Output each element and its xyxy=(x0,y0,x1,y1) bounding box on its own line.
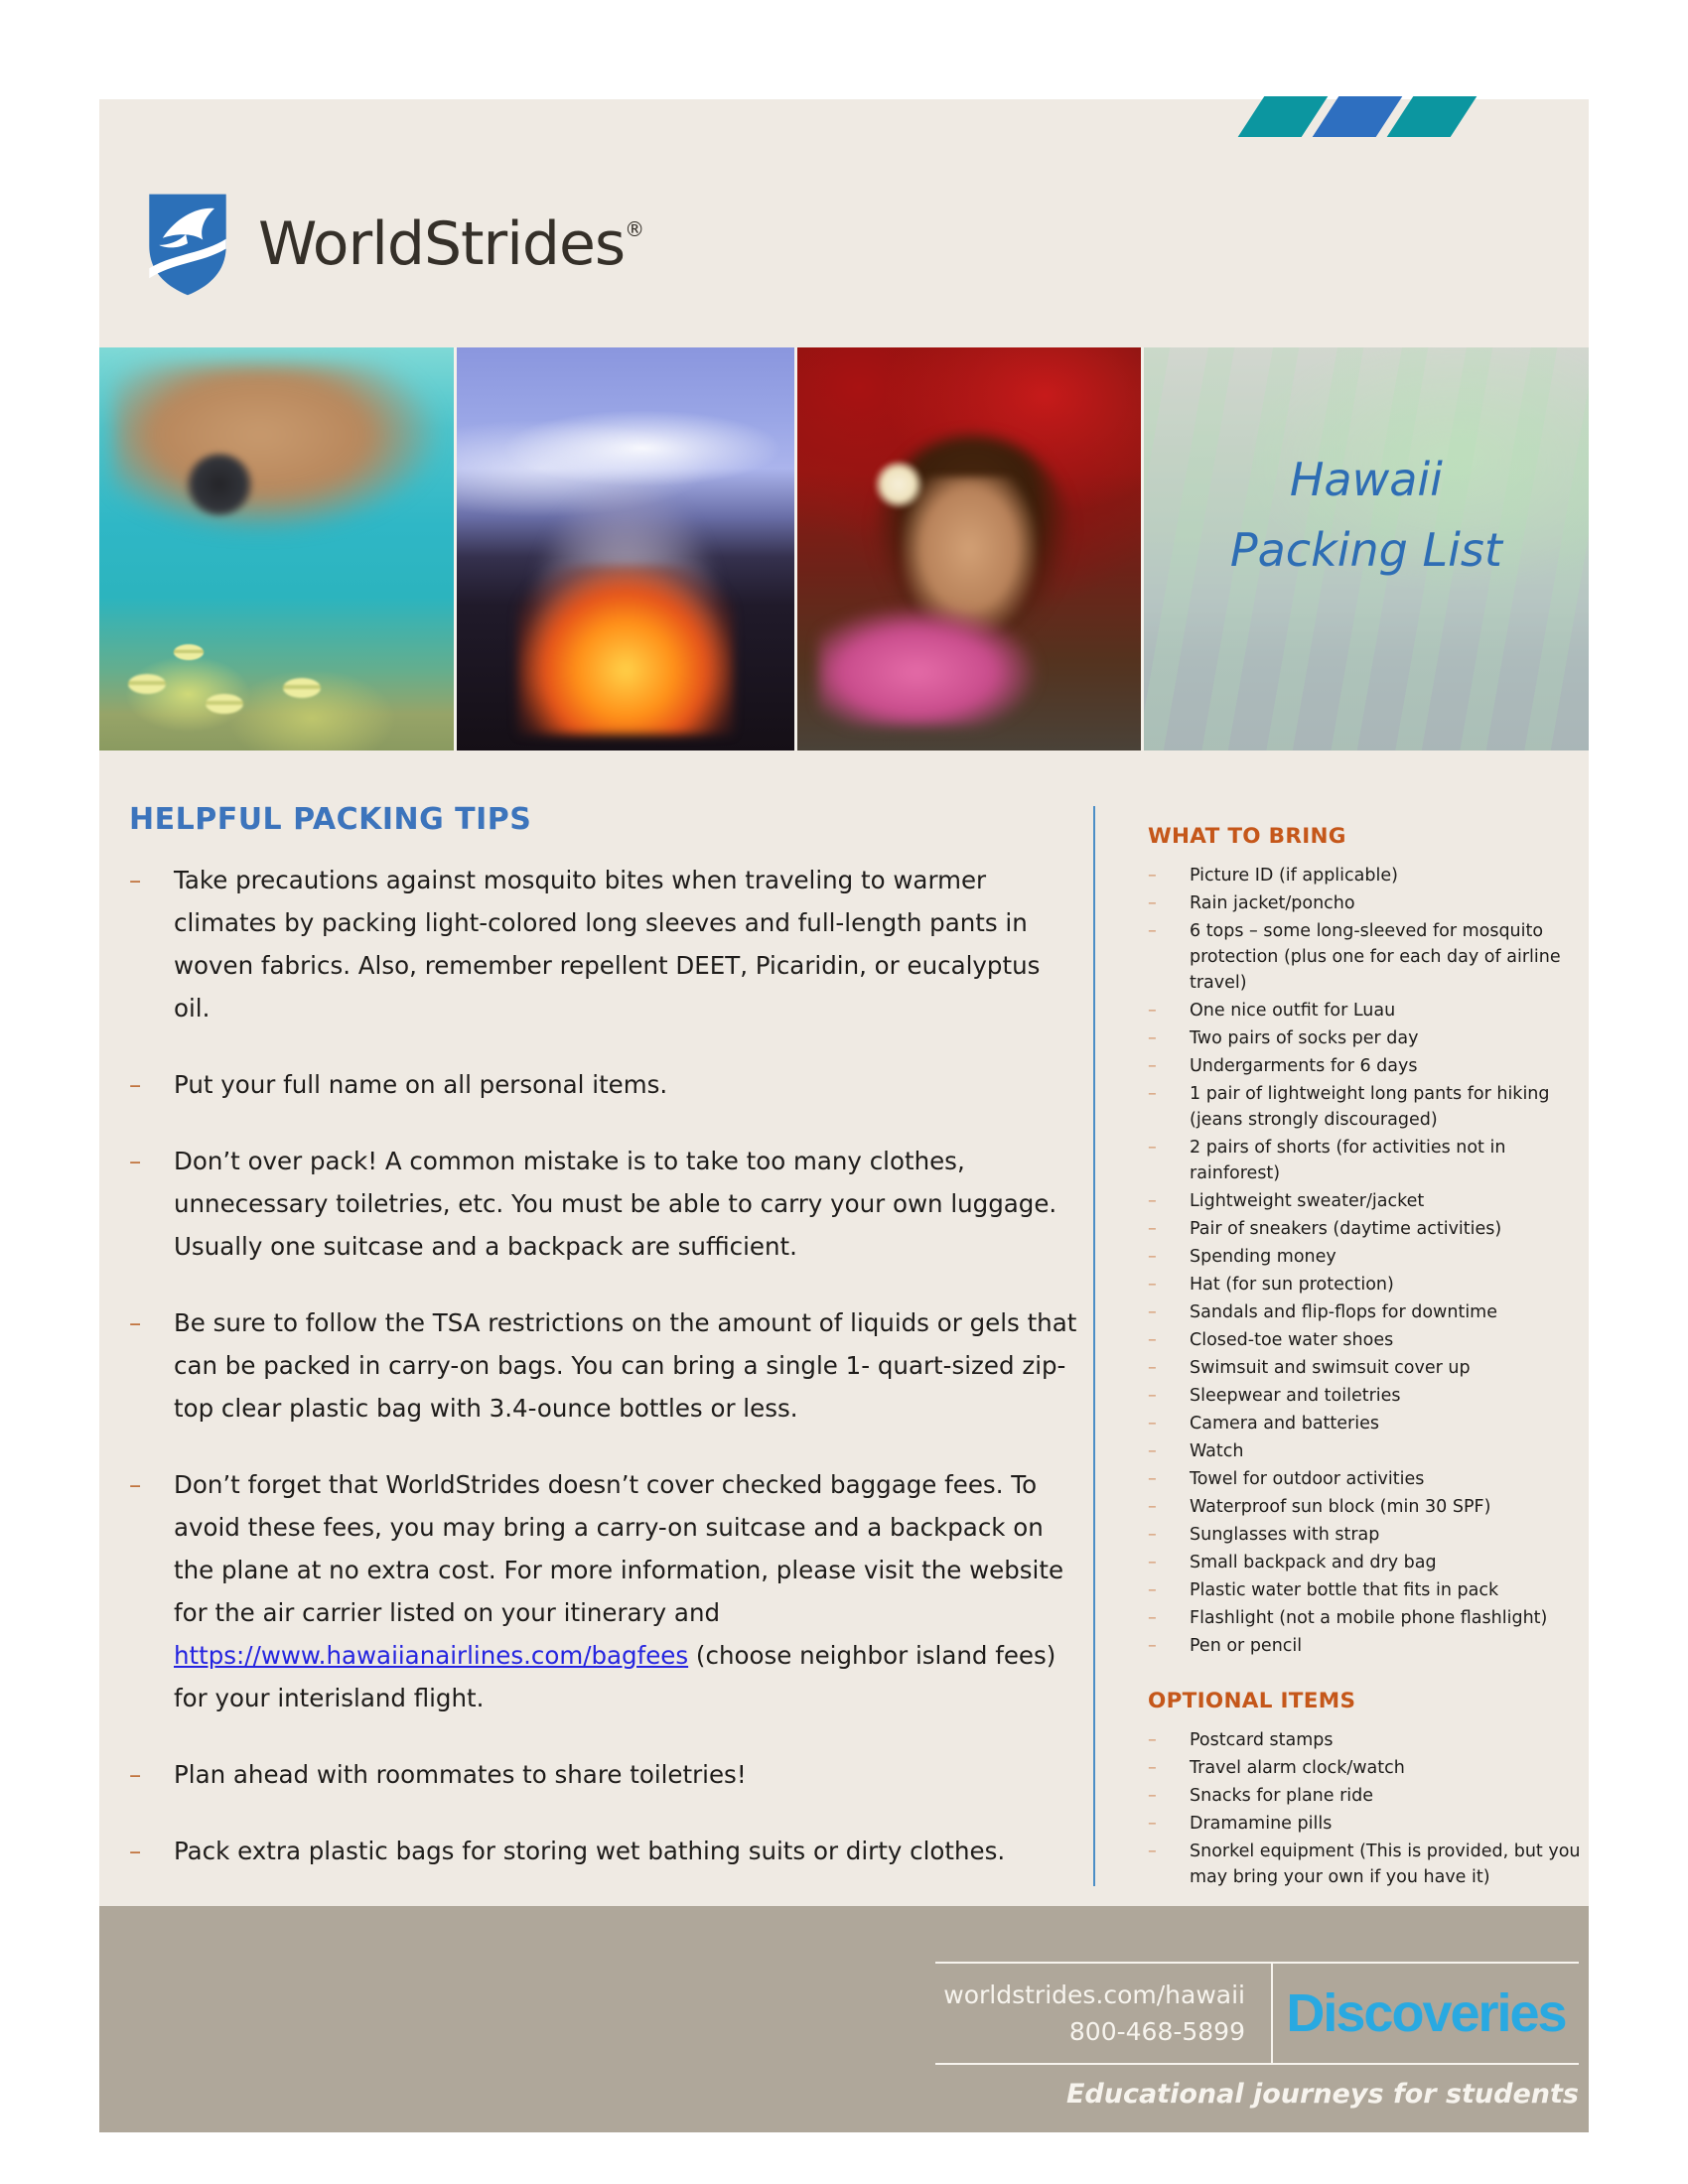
worldstrides-logo xyxy=(143,189,643,300)
dash-bullet-icon: – xyxy=(1148,1608,1157,1628)
packing-tip-text: Pack extra plastic bags for storing wet bathing suits or dirty clothes. xyxy=(174,1837,1006,1865)
bring-list-item xyxy=(1148,1438,1591,1464)
footer-bar xyxy=(99,1906,1589,2132)
bring-item-text: Plastic water bottle that fits in pack xyxy=(1190,1580,1499,1600)
dash-bullet-icon: – xyxy=(1148,1469,1157,1489)
optional-items-heading: OPTIONAL ITEMS xyxy=(1148,1689,1356,1713)
bring-item-text: Sunglasses with strap xyxy=(1190,1525,1380,1545)
packing-tip-text: Put your full name on all personal items. xyxy=(174,1070,668,1099)
packing-tip-item xyxy=(129,1140,1087,1268)
dash-bullet-icon: – xyxy=(129,1308,142,1337)
bring-list-item xyxy=(1148,1188,1591,1214)
fish-icon xyxy=(283,678,321,698)
fish-icon xyxy=(128,674,166,694)
logo-wordmark: WorldStrides® xyxy=(258,209,644,279)
optional-list-item xyxy=(1148,1755,1591,1781)
packing-tip-item xyxy=(129,1063,1087,1106)
banner-title-line1: Hawaii xyxy=(1289,453,1443,506)
dash-bullet-icon: – xyxy=(1148,1001,1157,1021)
dash-bullet-icon: – xyxy=(1148,1247,1157,1267)
optional-items-list xyxy=(1148,1727,1591,1890)
dash-bullet-icon: – xyxy=(129,1470,142,1499)
dash-bullet-icon: – xyxy=(129,1837,142,1865)
footer-contact xyxy=(935,1964,1271,2063)
optional-item-text: Postcard stamps xyxy=(1190,1730,1334,1750)
dash-bullet-icon: – xyxy=(1148,1814,1157,1834)
bring-list-item xyxy=(1148,863,1591,888)
dash-bullet-icon: – xyxy=(1148,1386,1157,1406)
photo-banner xyxy=(99,347,1589,751)
packing-tip-text: Take precautions against mosquito bites when traveling to warmer climates by packing light-colored long sleeves and full-length pants in woven fabrics. Also, remember repellent DEET, Picaridin, or eucalyptus oil. xyxy=(174,866,1041,1023)
bring-list-item xyxy=(1148,1411,1591,1436)
dash-bullet-icon: – xyxy=(1148,1302,1157,1322)
registered-trademark: ® xyxy=(625,217,644,241)
optional-item-text: Snacks for plane ride xyxy=(1190,1786,1374,1806)
bring-item-text: Two pairs of socks per day xyxy=(1190,1028,1419,1048)
dash-bullet-icon: – xyxy=(1148,1786,1157,1806)
dash-bullet-icon: – xyxy=(129,1070,142,1099)
packing-tip-item xyxy=(129,1301,1087,1430)
footer-contact-row xyxy=(935,1962,1579,2065)
dash-bullet-icon: – xyxy=(1148,1441,1157,1461)
dash-bullet-icon: – xyxy=(1148,1275,1157,1295)
dash-bullet-icon: – xyxy=(1148,1758,1157,1778)
bring-list-item xyxy=(1148,1025,1591,1051)
bring-list-item xyxy=(1148,1355,1591,1381)
banner-title-panel xyxy=(1141,347,1589,751)
snorkel-mask xyxy=(185,453,254,516)
bring-item-text: Watch xyxy=(1190,1441,1244,1461)
dash-bullet-icon: – xyxy=(129,1147,142,1175)
discoveries-brand xyxy=(1273,1964,1579,2063)
bring-item-text: Closed-toe water shoes xyxy=(1190,1330,1394,1350)
bring-item-text: 1 pair of lightweight long pants for hiking (jeans strongly discouraged) xyxy=(1190,1084,1550,1130)
bring-item-text: Undergarments for 6 days xyxy=(1190,1056,1418,1076)
decorative-stripes xyxy=(1251,96,1464,137)
bring-item-text: 6 tops – some long-sleeved for mosquito protection (plus one for each day of airline travel) xyxy=(1190,921,1561,993)
bring-item-text: Swimsuit and swimsuit cover up xyxy=(1190,1358,1471,1378)
stripe-teal-icon xyxy=(1238,96,1329,137)
packing-tip-item xyxy=(129,859,1087,1029)
bring-list-item xyxy=(1148,1466,1591,1492)
bring-list-item xyxy=(1148,1135,1591,1186)
bring-item-text: Spending money xyxy=(1190,1247,1336,1267)
packing-sidebar xyxy=(1148,824,1591,1892)
bring-item-text: Camera and batteries xyxy=(1190,1414,1379,1433)
footer-phone: 800-468-5899 xyxy=(1068,2017,1245,2046)
bring-item-text: Sleepwear and toiletries xyxy=(1190,1386,1401,1406)
pink-lei xyxy=(818,606,1038,727)
optional-list-item xyxy=(1148,1727,1591,1753)
dash-bullet-icon: – xyxy=(1148,1580,1157,1600)
stripe-teal-icon xyxy=(1387,96,1477,137)
bring-item-text: Sandals and flip-flops for downtime xyxy=(1190,1302,1497,1322)
bring-item-text: One nice outfit for Luau xyxy=(1190,1001,1396,1021)
dash-bullet-icon: – xyxy=(1148,1028,1157,1048)
bring-item-text: Waterproof sun block (min 30 SPF) xyxy=(1190,1497,1491,1517)
what-to-bring-heading: WHAT TO BRING xyxy=(1148,824,1346,849)
dash-bullet-icon: – xyxy=(1148,1056,1157,1076)
bring-item-text: Picture ID (if applicable) xyxy=(1190,866,1398,886)
dash-bullet-icon: – xyxy=(1148,1636,1157,1656)
bring-list-item xyxy=(1148,918,1591,996)
banner-title xyxy=(1144,445,1589,587)
bring-list-item xyxy=(1148,1327,1591,1353)
banner-title-line2: Packing List xyxy=(1229,523,1502,578)
optional-item-text: Dramamine pills xyxy=(1190,1814,1333,1834)
helpful-packing-tips-section xyxy=(129,802,1087,1906)
bring-item-text: Small backpack and dry bag xyxy=(1190,1553,1437,1572)
bring-list-item xyxy=(1148,1494,1591,1520)
bring-item-text: Pair of sneakers (daytime activities) xyxy=(1190,1219,1502,1239)
packing-tip-text: Don’t over pack! A common mistake is to take too many clothes, unnecessary toiletries, etc. You must be able to carry your own luggage. Usually one suitcase and a backpack are sufficient. xyxy=(174,1147,1057,1261)
optional-item-text: Snorkel equipment (This is provided, but you may bring your own if you have it) xyxy=(1190,1842,1581,1887)
packing-tip-text: Plan ahead with roommates to share toiletries! xyxy=(174,1760,747,1789)
dash-bullet-icon: – xyxy=(1148,1525,1157,1545)
bring-list-item xyxy=(1148,1299,1591,1325)
bring-item-text: 2 pairs of shorts (for activities not in rainforest) xyxy=(1190,1138,1506,1183)
footer-tagline: Educational journeys for students xyxy=(1065,2079,1579,2110)
dash-bullet-icon: – xyxy=(1148,1330,1157,1350)
what-to-bring-list xyxy=(1148,863,1591,1659)
bring-list-item xyxy=(1148,1522,1591,1548)
hawaiian-airlines-bagfees-link[interactable]: https://www.hawaiianairlines.com/bagfees xyxy=(174,1641,689,1670)
bring-item-text: Towel for outdoor activities xyxy=(1190,1469,1425,1489)
fish-icon xyxy=(174,644,204,660)
bring-list-item xyxy=(1148,1081,1591,1133)
optional-list-item xyxy=(1148,1783,1591,1809)
bring-list-item xyxy=(1148,1053,1591,1079)
dash-bullet-icon: – xyxy=(1148,1084,1157,1104)
bring-item-text: Hat (for sun protection) xyxy=(1190,1275,1394,1295)
dash-bullet-icon: – xyxy=(1148,1730,1157,1750)
bring-list-item xyxy=(1148,1577,1591,1603)
tips-list xyxy=(129,859,1087,1872)
worldstrides-shield-icon xyxy=(143,189,232,300)
plumeria-flower xyxy=(873,461,924,508)
bring-list-item xyxy=(1148,998,1591,1024)
stripe-blue-icon xyxy=(1313,96,1403,137)
dash-bullet-icon: – xyxy=(1148,1358,1157,1378)
dash-bullet-icon: – xyxy=(1148,921,1157,941)
snorkeler-figure xyxy=(113,363,439,533)
dash-bullet-icon: – xyxy=(1148,866,1157,886)
dash-bullet-icon: – xyxy=(1148,1553,1157,1572)
optional-list-item xyxy=(1148,1811,1591,1837)
dash-bullet-icon: – xyxy=(1148,1191,1157,1211)
optional-list-item xyxy=(1148,1839,1591,1890)
dash-bullet-icon: – xyxy=(1148,1219,1157,1239)
lava-glow xyxy=(517,565,734,735)
packing-tip-text: Don’t forget that WorldStrides doesn’t cover checked baggage fees. To avoid these fees, you may bring a carry-on suitcase and a backpack on the plane at no extra cost. For more information, please visit the website for the air carrier listed on your itinerary and https://www.hawaiianairlines.com/bagfees (choose neighbor island fees) for your interisland flight. xyxy=(174,1470,1064,1712)
dash-bullet-icon: – xyxy=(1148,1497,1157,1517)
dash-bullet-icon: – xyxy=(1148,893,1157,913)
fish-icon xyxy=(206,694,243,714)
packing-tip-item xyxy=(129,1753,1087,1796)
bring-item-text: Lightweight sweater/jacket xyxy=(1190,1191,1425,1211)
document-sheet xyxy=(99,99,1589,2132)
dash-bullet-icon: – xyxy=(1148,1138,1157,1158)
bring-list-item xyxy=(1148,1633,1591,1659)
footer-website[interactable]: worldstrides.com/hawaii xyxy=(943,1980,1245,2009)
optional-item-text: Travel alarm clock/watch xyxy=(1190,1758,1405,1778)
column-divider xyxy=(1093,806,1095,1886)
tips-heading: HELPFUL PACKING TIPS xyxy=(129,802,532,837)
dash-bullet-icon: – xyxy=(1148,1414,1157,1433)
bring-list-item xyxy=(1148,1605,1591,1631)
bring-list-item xyxy=(1148,890,1591,916)
packing-tip-item xyxy=(129,1463,1087,1719)
photo-girl-with-lei xyxy=(794,347,1141,751)
packing-tip-item xyxy=(129,1830,1087,1872)
bring-list-item xyxy=(1148,1272,1591,1297)
bring-list-item xyxy=(1148,1216,1591,1242)
discoveries-logo: Discoveries xyxy=(1286,1983,1566,2043)
bring-item-text: Flashlight (not a mobile phone flashlight) xyxy=(1190,1608,1548,1628)
photo-snorkeler xyxy=(99,347,454,751)
dash-bullet-icon: – xyxy=(129,866,142,894)
photo-volcano xyxy=(454,347,795,751)
bring-item-text: Rain jacket/poncho xyxy=(1190,893,1355,913)
dash-bullet-icon: – xyxy=(129,1760,142,1789)
footer-content xyxy=(935,1962,1579,2110)
bring-item-text: Pen or pencil xyxy=(1190,1636,1303,1656)
bring-list-item xyxy=(1148,1550,1591,1575)
dash-bullet-icon: – xyxy=(1148,1842,1157,1861)
bring-list-item xyxy=(1148,1383,1591,1409)
bring-list-item xyxy=(1148,1244,1591,1270)
packing-tip-text: Be sure to follow the TSA restrictions on the amount of liquids or gels that can be packed in carry-on bags. You can bring a single 1- quart-sized zip-top clear plastic bag with 3.4-ounce bottles or less. xyxy=(174,1308,1077,1423)
